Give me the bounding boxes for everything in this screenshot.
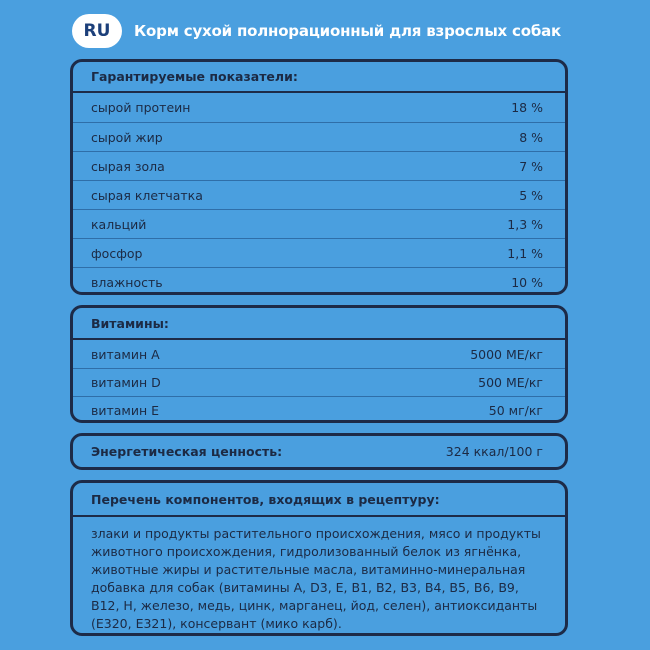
row-value: 8 % (519, 129, 543, 145)
guaranteed-analysis-panel (70, 59, 568, 295)
header (72, 13, 561, 49)
row-label: сырая клетчатка (91, 187, 203, 203)
row-value: 50 мг/кг (488, 403, 543, 418)
row-label: витамин E (91, 403, 160, 418)
table-row (73, 209, 565, 238)
vitamins-panel (70, 305, 568, 423)
row-label: сырая зола (91, 158, 165, 174)
row-value: 7 % (519, 158, 543, 174)
row-value: 500 МЕ/кг (478, 375, 543, 390)
row-label: сырой протеин (91, 100, 191, 115)
table-row (73, 151, 565, 180)
product-title: Корм сухой полнорационный для взрослых собак (134, 22, 562, 40)
language-badge: RU (72, 14, 122, 48)
row-value: 18 % (511, 100, 543, 115)
composition-heading: Перечень компонентов, входящих в рецептуру: (91, 491, 440, 507)
table-row (73, 340, 565, 368)
row-value: 10 % (511, 274, 543, 290)
guaranteed-analysis-heading: Гарантируемые показатели: (91, 69, 298, 84)
row-label: влажность (91, 274, 163, 290)
row-label: витамин A (91, 346, 160, 362)
row-value: 1,3 % (507, 216, 543, 232)
row-value: 5 % (519, 187, 543, 203)
composition-text: злаки и продукты растительного происхождения, мясо и продукты животного происхождения, гидролизованный белок из ягнёнка, животные жиры и растительные масла, витаминно-минеральная добавка для собак (витамины A, D3, E, B1, B2, B3, B4, B5, B6, B9, B12, H, железо, медь, цинк, марганец, йод, селен), антиоксиданты (E320, E321), консервант (мико карб). (91, 526, 541, 631)
row-label: фосфор (91, 245, 143, 261)
row-label: витамин D (91, 375, 161, 390)
composition-panel (70, 480, 568, 636)
table-row (73, 396, 565, 423)
table-row (73, 238, 565, 267)
row-label: кальций (91, 216, 147, 232)
row-value: 5000 МЕ/кг (470, 346, 543, 362)
table-row (73, 368, 565, 396)
table-row (73, 93, 565, 122)
energy-heading: Энергетическая ценность: (91, 444, 283, 459)
table-row (73, 180, 565, 209)
table-row (73, 122, 565, 151)
energy-row (73, 436, 565, 467)
row-label: сырой жир (91, 129, 163, 145)
vitamins-heading: Витамины: (91, 315, 169, 331)
energy-panel (70, 433, 568, 470)
table-row (73, 267, 565, 295)
energy-value: 324 ккал/100 г (445, 444, 543, 459)
row-value: 1,1 % (507, 245, 543, 261)
